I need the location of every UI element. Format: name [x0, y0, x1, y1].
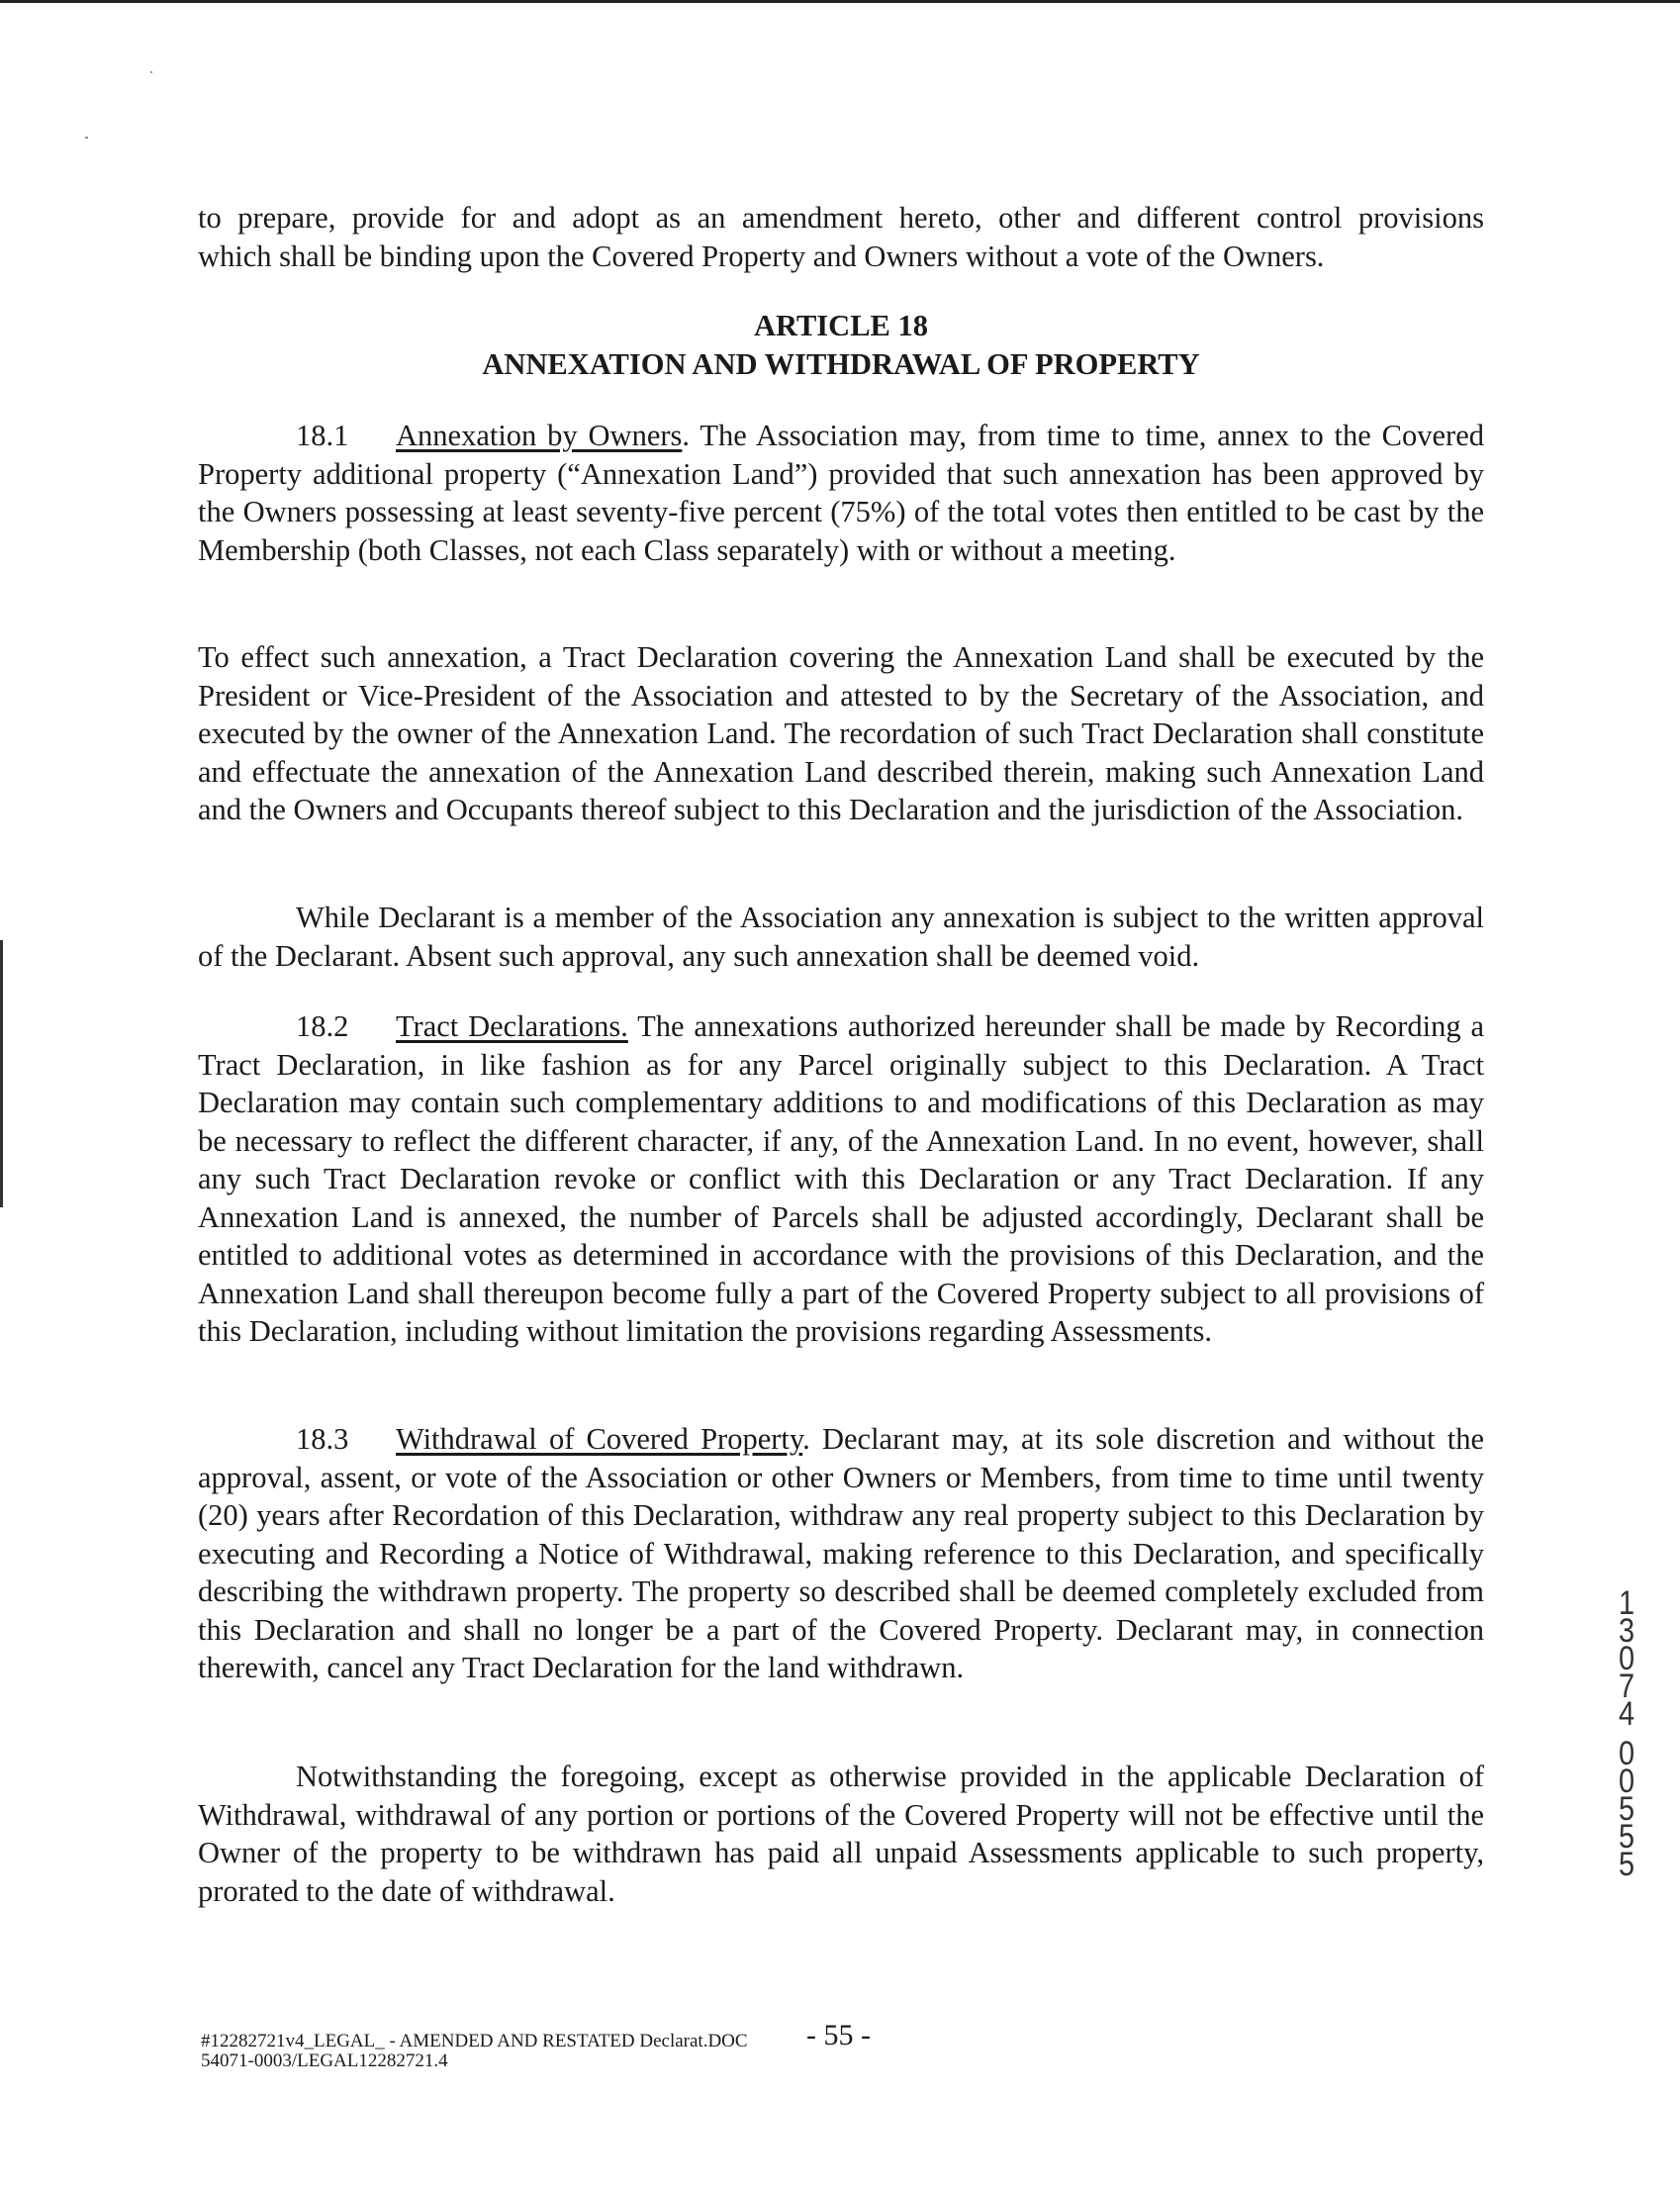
section-heading: Tract Declarations.: [396, 1009, 628, 1043]
continuation-paragraph: [198, 199, 1484, 275]
section-heading: Withdrawal of Covered Property: [396, 1422, 803, 1456]
section-18-1: [198, 417, 1484, 569]
section-number: 18.3: [296, 1422, 349, 1456]
paragraph-annexation-effect: [198, 638, 1484, 829]
article-title: ANNEXATION AND WITHDRAWAL OF PROPERTY: [482, 347, 1200, 381]
section-number: 18.1: [296, 419, 349, 452]
footer-doc-line-2: 54071-0003/LEGAL12282721.4: [201, 2050, 448, 2071]
page-number: - 55 -: [806, 2019, 871, 2051]
continuation-line-2: which shall be binding upon the Covered Property and Owners without a vote of the Owners.: [198, 238, 1325, 273]
heading-punctuation: .: [802, 1422, 810, 1456]
scan-border-left: [0, 940, 3, 1207]
heading-punctuation: .: [682, 419, 691, 452]
continuation-line-1: to prepare, provide for and adopt as an amendment hereto, other and different control provisions: [198, 201, 1484, 235]
paragraph-text: While Declarant is a member of the Association any annexation is subject to the written approval of the Declarant. Absent such approval, any such annexation shall be deemed void.: [198, 901, 1484, 973]
section-number: 18.2: [296, 1009, 349, 1043]
stamp-char: 0: [1618, 1735, 1635, 1772]
scan-speck: [150, 71, 152, 73]
footer-document-id: [201, 2032, 748, 2071]
stamp-char: 0: [1618, 1640, 1635, 1677]
footer-doc-line-1: #12282721v4_LEGAL_ - AMENDED AND RESTATED Declarat.DOC: [201, 2031, 748, 2051]
stamp-char: 7: [1618, 1668, 1635, 1705]
stamp-char: 0: [1618, 1763, 1635, 1800]
section-18-2: [198, 1007, 1484, 1351]
article-number: ARTICLE 18: [753, 309, 929, 342]
stamp-char: 5: [1618, 1790, 1635, 1828]
paragraph-text: To effect such annexation, a Tract Declaration covering the Annexation Land shall be executed by the President or Vice-President of the Association and attested to by the Secretary of the Association, and executed by the owner of the Annexation Land. The recordation of such Tract Declaration shall constitute and effectuate the annexation of the Annexation Land described therein, making such Annexation Land and the Owners and Occupants thereof subject to this Declaration and the jurisdiction of the Association.: [198, 640, 1484, 826]
section-text: The annexations authorized hereunder shall be made by Recording a Tract Declaration, in like fashion as for any Parcel originally subject to this Declaration. A Tract Declaration may contain such complementary additions to and modifications of this Declaration as may be necessary to reflect the different character, if any, of the Annexation Land. In no event, however, shall any such Tract Declaration revoke or conflict with this Declaration or any Tract Declaration. If any Annexation Land is annexed, the number of Parcels shall be adjusted accordingly, Declarant shall be entitled to additional votes as determined in accordance with the provisions of this Declaration, and the Annexation Land shall thereupon become fully a part of the Covered Property subject to all provisions of this Declaration, including without limitation the provisions regarding Assessments.: [198, 1009, 1484, 1348]
paragraph-notwithstanding: [198, 1758, 1484, 1910]
stamp-char: 5: [1618, 1818, 1635, 1856]
article-heading: [198, 307, 1484, 384]
stamp-char: 1: [1618, 1584, 1635, 1622]
stamp-char: 5: [1618, 1846, 1635, 1883]
paragraph-declarant-approval: [198, 899, 1484, 975]
section-heading: Annexation by Owners: [396, 419, 683, 452]
margin-recording-stamp: [1612, 1584, 1642, 1883]
scan-border-top: [0, 0, 1680, 3]
paragraph-text: Notwithstanding the foregoing, except as otherwise provided in the applicable Declaration of Withdrawal, withdrawal of any portion or portions of the Covered Property will not be effective until the Owner of the property to be withdrawn has paid all unpaid Assessments applicable to such property, prorated to the date of withdrawal.: [198, 1760, 1484, 1908]
section-text: The Association may, from time to time, annex to the Covered Property additional property (“Annexation Land”) provided that such annexation has been approved by the Owners possessing at least seventy-five percent (75%) of the total votes then entitled to be cast by the Membership (both Classes, not each Class separately) with or without a meeting.: [198, 419, 1484, 567]
stamp-char: 4: [1618, 1695, 1635, 1733]
stamp-char: 3: [1618, 1612, 1635, 1650]
section-18-3: [198, 1420, 1484, 1687]
scan-speck: [85, 137, 88, 139]
section-text: Declarant may, at its sole discretion and without the approval, assent, or vote of the Association or other Owners or Members, from time to time until twenty (20) years after Recordation of this Declaration, withdraw any real property subject to this Declaration by executing and Recording a Notice of Withdrawal, making reference to this Declaration, and specifically describing the withdrawn property. The property so described shall be deemed completely excluded from this Declaration and shall no longer be a part of the Covered Property. Declarant may, in connection therewith, cancel any Tract Declaration for the land withdrawn.: [198, 1422, 1484, 1684]
